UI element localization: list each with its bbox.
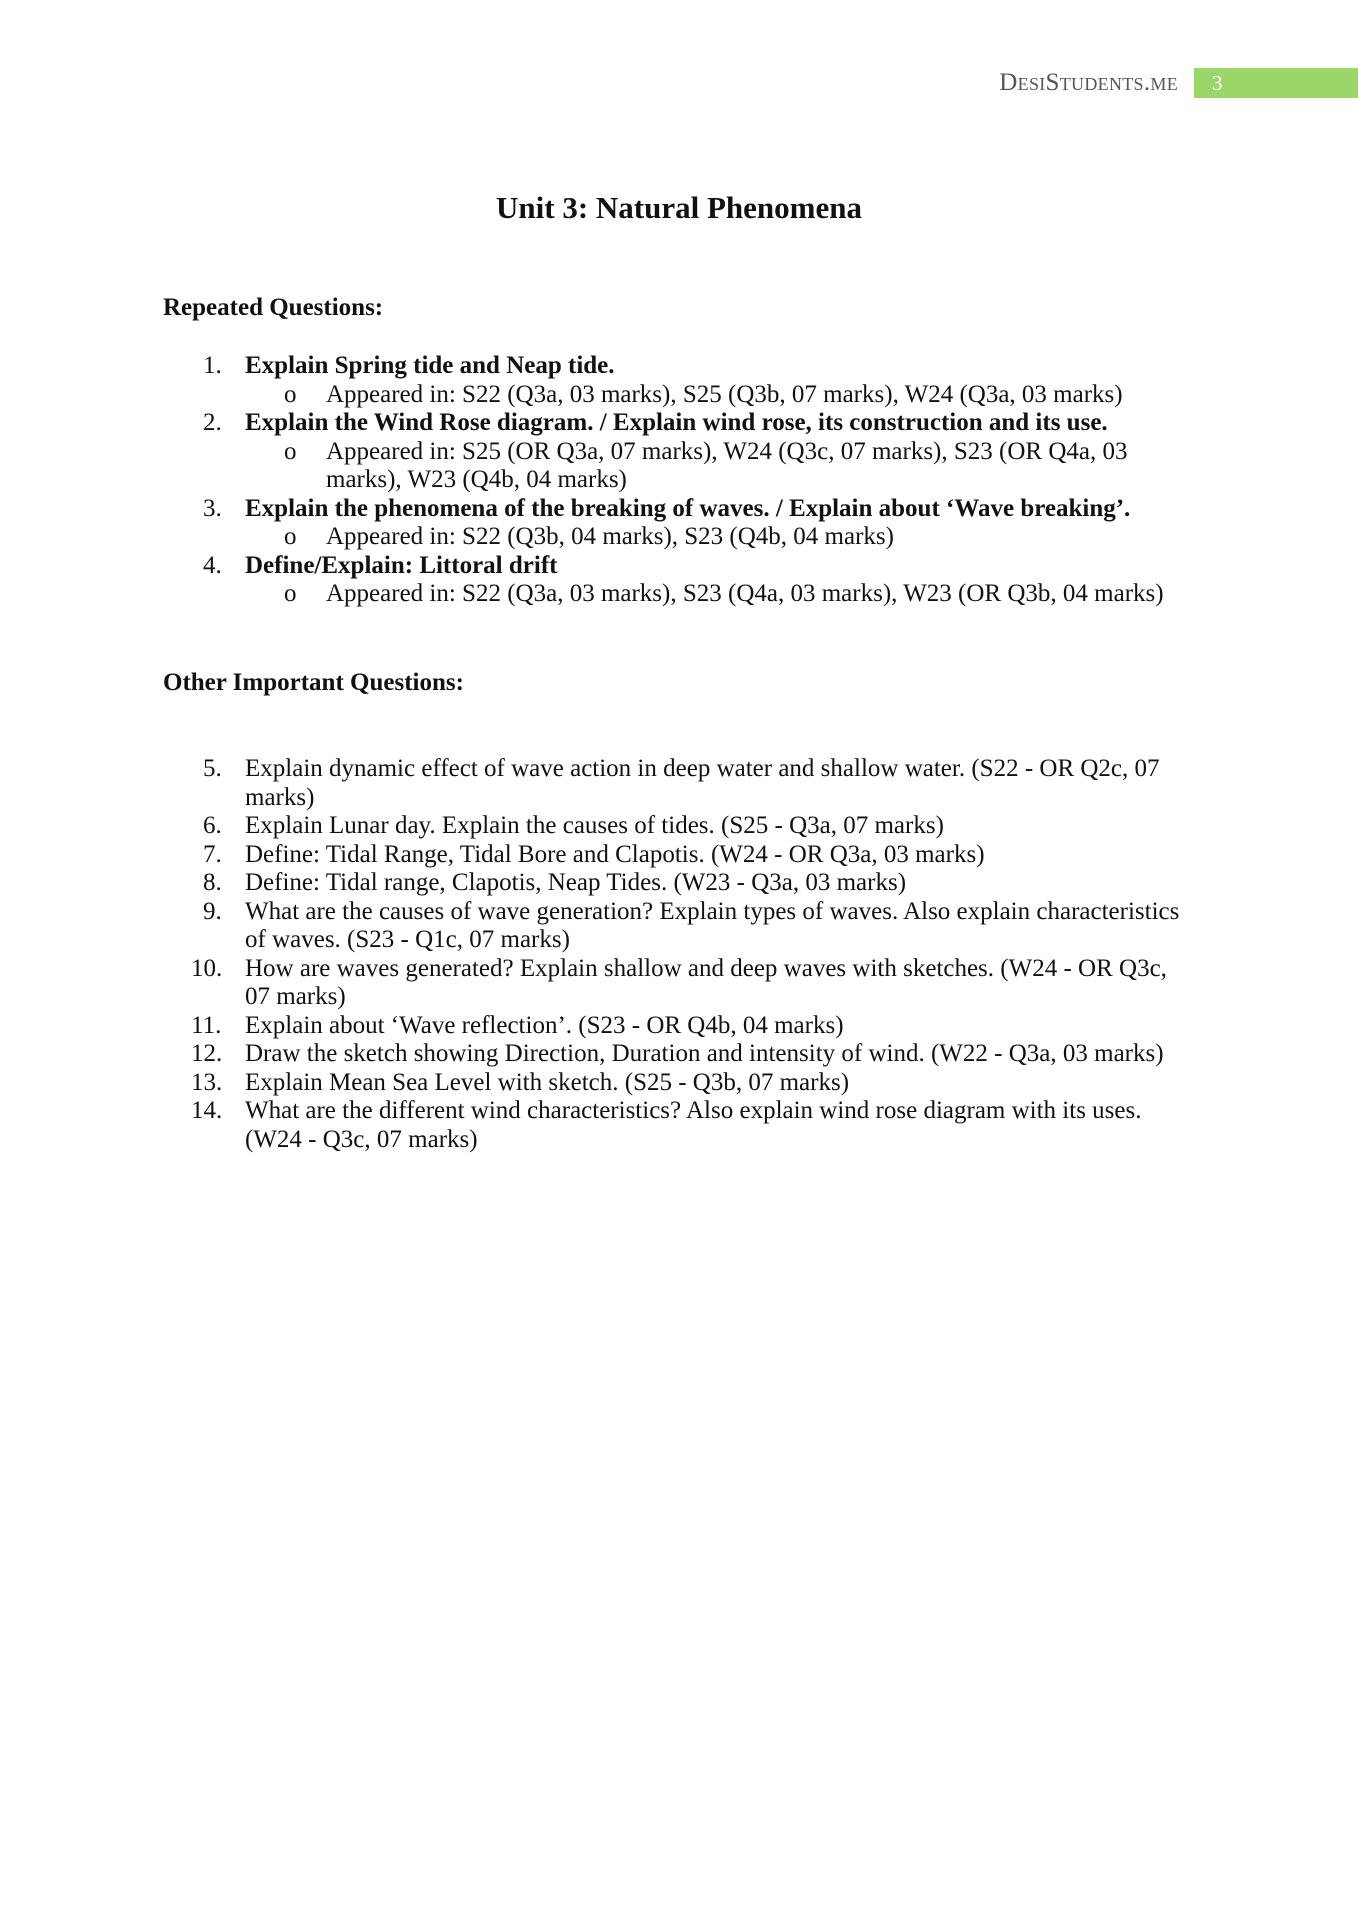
item-number: 1. — [203, 352, 222, 379]
appeared-in — [163, 523, 1183, 552]
list-item — [163, 1040, 1183, 1069]
item-number: 12. — [191, 1040, 223, 1067]
item-number: 9. — [203, 897, 222, 925]
list-item — [163, 841, 1183, 870]
question-text: Draw the sketch showing Direction, Duration and intensity of wind. (W22 - Q3a, 03 marks) — [245, 1040, 1164, 1067]
question-text: Define: Tidal Range, Tidal Bore and Clapotis. (W24 - OR Q3a, 03 marks) — [245, 840, 985, 868]
question-text: Explain Lunar day. Explain the causes of tides. (S25 - Q3a, 07 marks) — [245, 812, 944, 839]
list-item — [163, 495, 1183, 552]
bullet-icon: o — [284, 437, 297, 465]
appeared-text: Appeared in: S22 (Q3a, 03 marks), S25 (Q3b, 07 marks), W24 (Q3a, 03 marks) — [326, 380, 1123, 408]
item-number: 10. — [191, 954, 223, 982]
question-text: How are waves generated? Explain shallow and deep waves with sketches. (W24 - OR Q3c, 07 marks) — [245, 954, 1167, 1010]
item-number: 13. — [191, 1068, 223, 1096]
list-item — [163, 1069, 1183, 1098]
item-number: 2. — [203, 409, 222, 436]
item-number: 5. — [203, 755, 222, 782]
appeared-in — [163, 381, 1183, 410]
appeared-text: Appeared in: S25 (OR Q3a, 07 marks), W24 (Q3c, 07 marks), S23 (OR Q4a, 03 marks), W23 (Q4b, 04 marks) — [326, 437, 1128, 493]
item-number: 4. — [203, 551, 222, 579]
appeared-text: Appeared in: S22 (Q3a, 03 marks), S23 (Q4a, 03 marks), W23 (OR Q3b, 04 marks) — [326, 580, 1164, 607]
page-header — [999, 68, 1358, 98]
list-item — [163, 898, 1183, 955]
bullet-icon: o — [284, 380, 297, 408]
list-item — [163, 552, 1183, 609]
question-text: Explain Mean Sea Level with sketch. (S25 - Q3b, 07 marks) — [245, 1068, 850, 1096]
site-name: DesiStudents.me — [999, 69, 1178, 96]
item-number: 6. — [203, 812, 222, 839]
page-title: Unit 3: Natural Phenomena — [496, 190, 862, 225]
appeared-in — [163, 580, 1183, 609]
list-item — [163, 352, 1183, 409]
question-text: Explain the phenomena of the breaking of waves. / Explain about ‘Wave breaking’. — [245, 494, 1131, 522]
repeated-questions-heading: Repeated Questions: — [163, 294, 384, 321]
appeared-text: Appeared in: S22 (Q3b, 04 marks), S23 (Q4b, 04 marks) — [326, 523, 894, 550]
item-number: 3. — [203, 494, 222, 522]
list-item — [163, 869, 1183, 898]
item-number: 8. — [203, 869, 222, 896]
other-questions-heading: Other Important Questions: — [163, 669, 464, 696]
page-number: 3 — [1194, 68, 1358, 98]
question-text: Explain Spring tide and Neap tide. — [245, 352, 615, 379]
list-item — [163, 409, 1183, 495]
question-text: Explain about ‘Wave reflection’. (S23 - OR Q4b, 04 marks) — [245, 1011, 844, 1039]
repeated-questions-list — [163, 352, 1183, 609]
list-item — [163, 1012, 1183, 1041]
question-text: Define/Explain: Littoral drift — [245, 551, 558, 579]
item-number: 11. — [191, 1011, 222, 1039]
item-number: 14. — [191, 1097, 223, 1124]
list-item — [163, 955, 1183, 1012]
appeared-in — [163, 438, 1183, 495]
list-item — [163, 812, 1183, 841]
question-text: What are the different wind characteristics? Also explain wind rose diagram with its uses. (W24 - Q3c, 07 marks) — [245, 1097, 1142, 1153]
list-item — [163, 755, 1183, 812]
list-item — [163, 1097, 1183, 1154]
question-text: Explain the Wind Rose diagram. / Explain wind rose, its construction and its use. — [245, 409, 1108, 436]
other-questions-list — [163, 755, 1183, 1154]
bullet-icon: o — [284, 523, 297, 550]
bullet-icon: o — [284, 580, 297, 607]
question-text: Define: Tidal range, Clapotis, Neap Tides. (W23 - Q3a, 03 marks) — [245, 869, 907, 896]
question-text: Explain dynamic effect of wave action in deep water and shallow water. (S22 - OR Q2c, 07 marks) — [245, 755, 1160, 811]
question-text: What are the causes of wave generation? Explain types of waves. Also explain characteristics of waves. (S23 - Q1c, 07 marks) — [245, 897, 1180, 953]
item-number: 7. — [203, 840, 222, 868]
